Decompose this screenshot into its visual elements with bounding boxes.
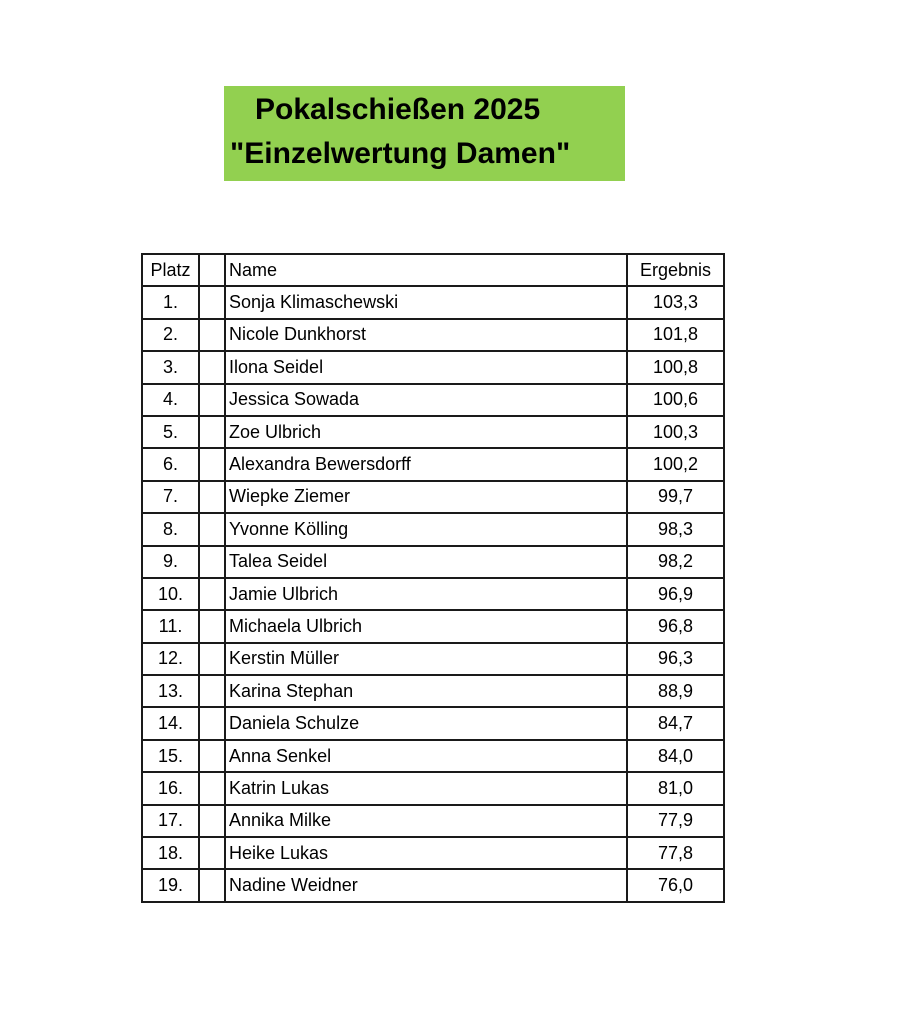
title-banner	[224, 86, 625, 181]
cell-ergebnis: 77,9	[627, 805, 724, 837]
cell-blank	[199, 643, 225, 675]
cell-name: Nicole Dunkhorst	[225, 319, 627, 351]
cell-name: Heike Lukas	[225, 837, 627, 869]
cell-platz: 15.	[142, 740, 199, 772]
cell-blank	[199, 675, 225, 707]
cell-platz: 7.	[142, 481, 199, 513]
table-row	[142, 610, 724, 642]
cell-ergebnis: 99,7	[627, 481, 724, 513]
cell-ergebnis: 88,9	[627, 675, 724, 707]
cell-platz: 8.	[142, 513, 199, 545]
cell-platz: 13.	[142, 675, 199, 707]
table-header-row	[142, 254, 724, 286]
cell-platz: 16.	[142, 772, 199, 804]
table-row	[142, 837, 724, 869]
cell-platz: 1.	[142, 286, 199, 318]
cell-blank	[199, 513, 225, 545]
cell-name: Jamie Ulbrich	[225, 578, 627, 610]
cell-ergebnis: 96,8	[627, 610, 724, 642]
cell-platz: 3.	[142, 351, 199, 383]
table-row	[142, 319, 724, 351]
cell-platz: 17.	[142, 805, 199, 837]
cell-platz: 10.	[142, 578, 199, 610]
cell-ergebnis: 96,3	[627, 643, 724, 675]
cell-name: Karina Stephan	[225, 675, 627, 707]
cell-ergebnis: 76,0	[627, 869, 724, 901]
title-line-1: Pokalschießen 2025	[255, 93, 541, 126]
cell-platz: 12.	[142, 643, 199, 675]
table-row	[142, 351, 724, 383]
cell-ergebnis: 101,8	[627, 319, 724, 351]
cell-blank	[199, 351, 225, 383]
cell-name: Talea Seidel	[225, 546, 627, 578]
cell-ergebnis: 100,8	[627, 351, 724, 383]
table-row	[142, 416, 724, 448]
cell-blank	[199, 546, 225, 578]
table-row	[142, 805, 724, 837]
header-ergebnis: Ergebnis	[627, 254, 724, 286]
table-row	[142, 707, 724, 739]
cell-platz: 14.	[142, 707, 199, 739]
cell-ergebnis: 103,3	[627, 286, 724, 318]
table-row	[142, 513, 724, 545]
cell-platz: 9.	[142, 546, 199, 578]
cell-platz: 5.	[142, 416, 199, 448]
cell-name: Ilona Seidel	[225, 351, 627, 383]
cell-blank	[199, 740, 225, 772]
cell-name: Alexandra Bewersdorff	[225, 448, 627, 480]
cell-blank	[199, 707, 225, 739]
cell-name: Jessica Sowada	[225, 384, 627, 416]
cell-ergebnis: 96,9	[627, 578, 724, 610]
cell-name: Wiepke Ziemer	[225, 481, 627, 513]
table-row	[142, 772, 724, 804]
table-row	[142, 675, 724, 707]
table-row	[142, 481, 724, 513]
results-table	[141, 253, 725, 903]
cell-ergebnis: 84,7	[627, 707, 724, 739]
cell-platz: 6.	[142, 448, 199, 480]
table-row	[142, 869, 724, 901]
cell-platz: 18.	[142, 837, 199, 869]
cell-name: Annika Milke	[225, 805, 627, 837]
cell-blank	[199, 610, 225, 642]
header-blank	[199, 254, 225, 286]
cell-blank	[199, 805, 225, 837]
table-row	[142, 286, 724, 318]
cell-name: Michaela Ulbrich	[225, 610, 627, 642]
table-row	[142, 448, 724, 480]
cell-platz: 11.	[142, 610, 199, 642]
title-line-2: "Einzelwertung Damen"	[230, 137, 571, 170]
cell-blank	[199, 772, 225, 804]
cell-blank	[199, 384, 225, 416]
table-row	[142, 546, 724, 578]
cell-blank	[199, 837, 225, 869]
cell-name: Katrin Lukas	[225, 772, 627, 804]
table-row	[142, 740, 724, 772]
cell-blank	[199, 319, 225, 351]
cell-name: Zoe Ulbrich	[225, 416, 627, 448]
cell-ergebnis: 98,2	[627, 546, 724, 578]
cell-ergebnis: 100,6	[627, 384, 724, 416]
cell-name: Anna Senkel	[225, 740, 627, 772]
cell-name: Nadine Weidner	[225, 869, 627, 901]
table-row	[142, 384, 724, 416]
cell-blank	[199, 416, 225, 448]
cell-ergebnis: 84,0	[627, 740, 724, 772]
cell-blank	[199, 578, 225, 610]
cell-blank	[199, 481, 225, 513]
cell-ergebnis: 98,3	[627, 513, 724, 545]
cell-ergebnis: 100,3	[627, 416, 724, 448]
cell-ergebnis: 77,8	[627, 837, 724, 869]
cell-blank	[199, 286, 225, 318]
cell-platz: 19.	[142, 869, 199, 901]
cell-name: Sonja Klimaschewski	[225, 286, 627, 318]
cell-blank	[199, 869, 225, 901]
cell-platz: 2.	[142, 319, 199, 351]
header-platz: Platz	[142, 254, 199, 286]
table-row	[142, 643, 724, 675]
cell-name: Yvonne Kölling	[225, 513, 627, 545]
cell-ergebnis: 100,2	[627, 448, 724, 480]
cell-name: Daniela Schulze	[225, 707, 627, 739]
cell-blank	[199, 448, 225, 480]
cell-name: Kerstin Müller	[225, 643, 627, 675]
header-name: Name	[225, 254, 627, 286]
cell-ergebnis: 81,0	[627, 772, 724, 804]
table-row	[142, 578, 724, 610]
cell-platz: 4.	[142, 384, 199, 416]
